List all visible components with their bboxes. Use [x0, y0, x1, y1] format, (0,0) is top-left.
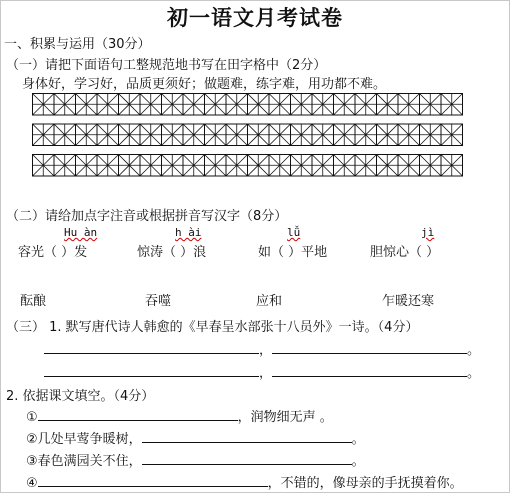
q1-sentence: 身体好，学习好，品质更须好；做题难，练字难，用功都不难。 — [22, 77, 387, 92]
q3-instruction: （三） 1. 默写唐代诗人韩愈的《早春呈水部张十八员外》一诗。（4分） — [6, 320, 419, 335]
pinyin-item-3: lǚ — [287, 226, 301, 239]
tianzige-grid[interactable] — [32, 93, 472, 187]
poem-line-1[interactable]: ， 。 — [44, 339, 480, 358]
word-3: 应和 — [256, 294, 283, 309]
word-2: 吞噬 — [145, 294, 172, 309]
blank-item-1[interactable]: 容光（ ）发 — [18, 245, 88, 260]
blank-item-4[interactable]: 胆惊心（ ） — [370, 245, 440, 260]
q1-instruction: （一）请把下面语句工整规范地书写在田字格中（2分） — [6, 58, 327, 73]
q4-instruction: 2. 依据课文填空。（4分） — [6, 389, 155, 404]
blank-item-2[interactable]: 惊涛（ ）浪 — [137, 245, 207, 260]
page-title: 初一语文月考试卷 — [167, 5, 343, 30]
blank-item-3[interactable]: 如（ ）平地 — [258, 245, 328, 260]
poem-line-2[interactable]: ， 。 — [44, 362, 480, 381]
fill-line-1[interactable]: ① ，润物细无声 。 — [26, 406, 333, 425]
section-heading: 一、积累与运用（30分） — [4, 37, 151, 52]
pinyin-item-1: Hu àn — [64, 226, 98, 239]
word-1: 酝酿 — [20, 294, 47, 309]
fill-line-3[interactable]: ③春色满园关不住， 。 — [26, 450, 365, 469]
q2-instruction: （二）请给加点字注音或根据拼音写汉字（8分） — [6, 209, 288, 224]
fill-line-4[interactable]: ④ ，不错的，像母亲的手抚摸着你。 — [26, 472, 463, 491]
fill-line-2[interactable]: ②几处早莺争暖树， 。 — [26, 428, 365, 447]
pinyin-item-2: h ài — [175, 226, 202, 239]
pinyin-item-4: jì — [421, 226, 435, 239]
word-4: 乍暖还寒 — [382, 294, 435, 309]
